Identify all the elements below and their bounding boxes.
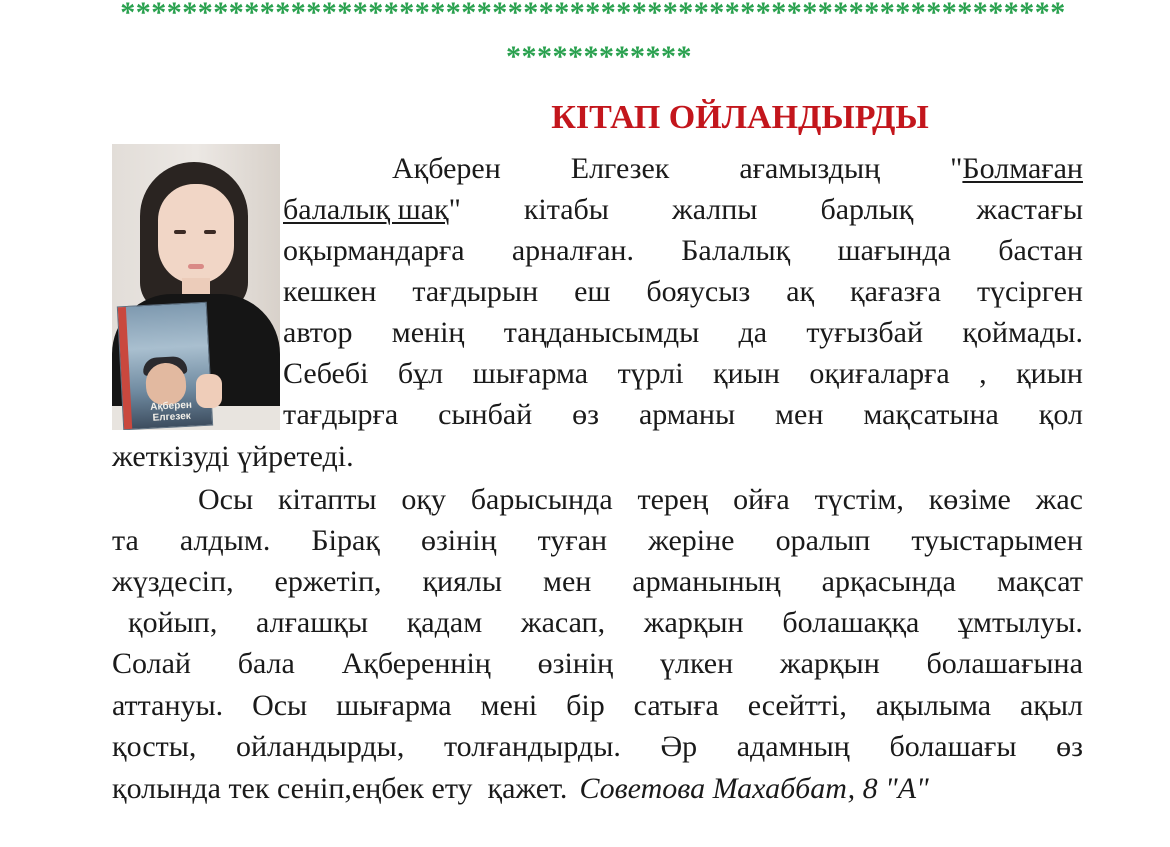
text-line xyxy=(112,726,1083,768)
word: арналған. xyxy=(511,234,634,267)
word: кешкен xyxy=(283,275,377,308)
word: шығарма xyxy=(472,357,589,390)
word: тағдырға xyxy=(283,398,399,431)
word: оралып xyxy=(775,524,871,557)
text-line xyxy=(283,312,1083,354)
word: Ақберен xyxy=(392,152,501,185)
word: түрлі xyxy=(617,357,684,390)
word: ойландырды, xyxy=(236,730,405,763)
text-line xyxy=(283,353,1083,395)
word: қиялы xyxy=(422,565,503,598)
book-cover xyxy=(117,302,213,430)
word: жарқын xyxy=(643,606,744,639)
word: мені xyxy=(480,689,538,722)
word: ержетіп, xyxy=(274,565,382,598)
word: өзінің xyxy=(537,647,614,680)
word: ағамыздың xyxy=(739,152,881,185)
word: жеріне xyxy=(648,524,735,557)
text-line xyxy=(283,230,1083,272)
decorative-stars-line: ************ xyxy=(506,40,692,73)
word: мен xyxy=(775,398,824,431)
word: терең xyxy=(637,483,709,516)
text-line xyxy=(112,436,1083,478)
word: Себебі xyxy=(283,357,369,390)
text-line xyxy=(283,189,1083,231)
word: барлық xyxy=(820,193,914,226)
word: қиын xyxy=(1016,357,1083,390)
word: ойға xyxy=(733,483,790,516)
word: алғашқы xyxy=(256,606,369,639)
word: болашағы xyxy=(889,730,1017,763)
word: мақсат xyxy=(996,565,1083,598)
word: аттануы. xyxy=(112,689,224,722)
word: шығарма xyxy=(336,689,452,722)
word: оқиғаларға xyxy=(809,357,950,390)
word: түстім, xyxy=(814,483,904,516)
word: Елгезек xyxy=(570,152,670,185)
word: қоймады. xyxy=(962,316,1083,349)
text-line xyxy=(128,602,1083,644)
word: түсірген xyxy=(976,275,1083,308)
word: жастағы xyxy=(976,193,1083,226)
word: ұмтылуы. xyxy=(958,606,1083,639)
closing-line xyxy=(112,768,1072,810)
book-title-underlined: балалық шақ xyxy=(283,193,449,226)
book-cover-title: Ақберен Елгезек xyxy=(150,399,193,424)
book-title-underlined: Болмаған xyxy=(962,152,1083,185)
word: жас xyxy=(1035,483,1083,516)
word: Бірақ xyxy=(311,524,380,557)
word: жалпы xyxy=(671,193,758,226)
author-signature: Советова Махаббат, 8 "А" xyxy=(579,772,929,805)
word: Осы xyxy=(252,689,308,722)
decorative-stars-line: ************************************************************* xyxy=(120,0,1066,29)
word: ақыл xyxy=(1019,689,1083,722)
word: автор xyxy=(283,316,353,349)
text-line xyxy=(198,479,1083,521)
closing-text: қолында тек сеніп,еңбек ету қажет. xyxy=(112,772,568,805)
word: да xyxy=(738,316,768,349)
word: арманының xyxy=(632,565,781,598)
word: Әр xyxy=(660,730,698,763)
word: Солай xyxy=(112,647,191,680)
word: туғызбай xyxy=(806,316,924,349)
text-line xyxy=(112,520,1083,562)
word: менің xyxy=(391,316,465,349)
word: өз xyxy=(572,398,600,431)
word: туыстарымен xyxy=(911,524,1083,557)
word: қосты, xyxy=(112,730,197,763)
word: қойып, xyxy=(128,606,218,639)
word: таңданысымды xyxy=(503,316,700,349)
text-line xyxy=(112,643,1083,685)
word: қол xyxy=(1038,398,1083,431)
word: ақылыма xyxy=(875,689,992,722)
word: алдым. xyxy=(179,524,271,557)
word: барысында xyxy=(470,483,613,516)
word: балалық шақ" xyxy=(283,193,461,226)
word: болашағына xyxy=(926,647,1083,680)
word: Осы xyxy=(198,483,254,516)
word: қиын xyxy=(713,357,780,390)
word: мен xyxy=(542,565,592,598)
word: та xyxy=(112,524,139,557)
word: көзіме xyxy=(928,483,1011,516)
word: бұл xyxy=(397,357,444,390)
word: Балалық xyxy=(681,234,791,267)
word: қағазға xyxy=(850,275,941,308)
word: ақ xyxy=(786,275,815,308)
text-line xyxy=(283,271,1083,313)
word: Ақбереннің xyxy=(341,647,491,680)
word: өз xyxy=(1056,730,1083,763)
word: "Болмаған xyxy=(950,152,1083,185)
text-line xyxy=(112,685,1083,727)
word: бояусыз xyxy=(646,275,751,308)
word: тағдырын xyxy=(412,275,539,308)
word: есейтті, xyxy=(747,689,847,722)
word: сатыға xyxy=(633,689,719,722)
word: кітапты xyxy=(277,483,377,516)
word: жасап, xyxy=(520,606,606,639)
word: үлкен xyxy=(660,647,734,680)
word: бастан xyxy=(998,234,1083,267)
word: арманы xyxy=(638,398,736,431)
word: жүздесіп, xyxy=(112,565,234,598)
text-line xyxy=(112,561,1083,603)
word: оқырмандарға xyxy=(283,234,465,267)
text-line xyxy=(283,394,1083,436)
word: өзінің xyxy=(420,524,497,557)
article-title: КІТАП ОЙЛАНДЫРДЫ xyxy=(551,99,929,136)
word: мақсатына xyxy=(863,398,999,431)
word: бір xyxy=(566,689,605,722)
word: , xyxy=(979,357,987,390)
word: кітабы xyxy=(523,193,609,226)
word: толғандырды. xyxy=(443,730,621,763)
author-photo xyxy=(112,144,280,430)
text-line xyxy=(392,148,1083,190)
word: қадам xyxy=(406,606,483,639)
word: бала xyxy=(237,647,295,680)
word: туған xyxy=(537,524,608,557)
word: сынбай xyxy=(438,398,533,431)
word: жеткізуді үйретеді. xyxy=(112,440,354,473)
word: адамның xyxy=(736,730,850,763)
word: жарқын xyxy=(779,647,880,680)
word: болашаққа xyxy=(782,606,920,639)
word: арқасында xyxy=(821,565,956,598)
word: оқу xyxy=(401,483,446,516)
word: еш xyxy=(574,275,611,308)
word: шағында xyxy=(837,234,951,267)
